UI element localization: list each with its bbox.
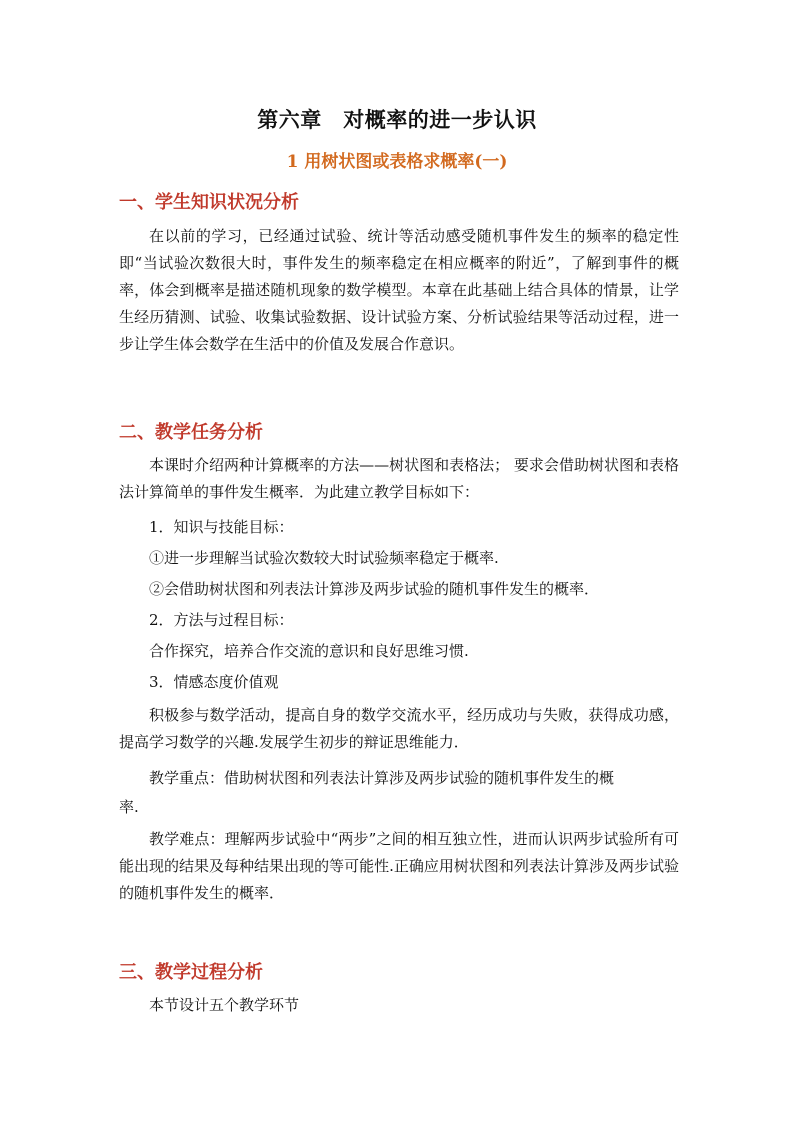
section-heading-task-analysis: 二、教学任务分析 [119,422,263,443]
key-point-line1: 教学重点：借助树状图和列表法计算涉及两步试验的随机事件发生的概 [149,769,615,787]
key-point-line2: 率. [119,798,139,816]
goal1-title: 1．知识与技能目标： [149,518,294,536]
goal1-item1: ①进一步理解当试验次数较大时试验频率稳定于概率. [149,549,499,567]
goal2-title: 2．方法与过程目标： [149,611,294,629]
section2-intro: 本课时介绍两种计算概率的方法——树状图和表格法； 要求会借助树状图和表格法计算简单的事件发生概率．为此建立教学目标如下： [119,456,679,501]
goal2-text: 合作探究，培养合作交流的意识和良好思维习惯. [149,642,469,660]
difficulty-paragraph: 教学难点：理解两步试验中“两步”之间的相互独立性，进而认识两步试验所有可能出现的结果及每种结果出现的等可能性.正确应用树状图和列表法计算涉及两步试验的随机事件发生的概率． [119,830,679,902]
section1-paragraph: 在以前的学习，已经通过试验、统计等活动感受随机事件发生的频率的稳定性即“当试验次数很大时，事件发生的频率稳定在相应概率的附近”，了解到事件的概率，体会到概率是描述随机现象的数学模型。本章在此基础上结合具体的情景，让学生经历猜测、试验、收集试验数据、设计试验方案、分析试验结果等活动过程，进一步让学生体会数学在生活中的价值及发展合作意识。 [119,227,679,353]
section3-text: 本节设计五个教学环节 [149,996,300,1014]
goal1-item2: ②会借助树状图和列表法计算涉及两步试验的随机事件发生的概率． [149,580,600,598]
lesson-title: 1 用树状图或表格求概率(一) [286,152,508,172]
chapter-title: 第六章 对概率的进一步认识 [257,107,537,132]
goal3-text: 积极参与数学活动，提高自身的数学交流水平，经历成功与失败，获得成功感，提高学习数学的兴趣.发展学生初步的辩证思维能力． [119,706,679,751]
goal3-title: 3．情感态度价值观 [149,673,279,691]
section-heading-process-analysis: 三、教学过程分析 [119,962,263,983]
section-heading-student-knowledge: 一、学生知识状况分析 [119,192,299,213]
